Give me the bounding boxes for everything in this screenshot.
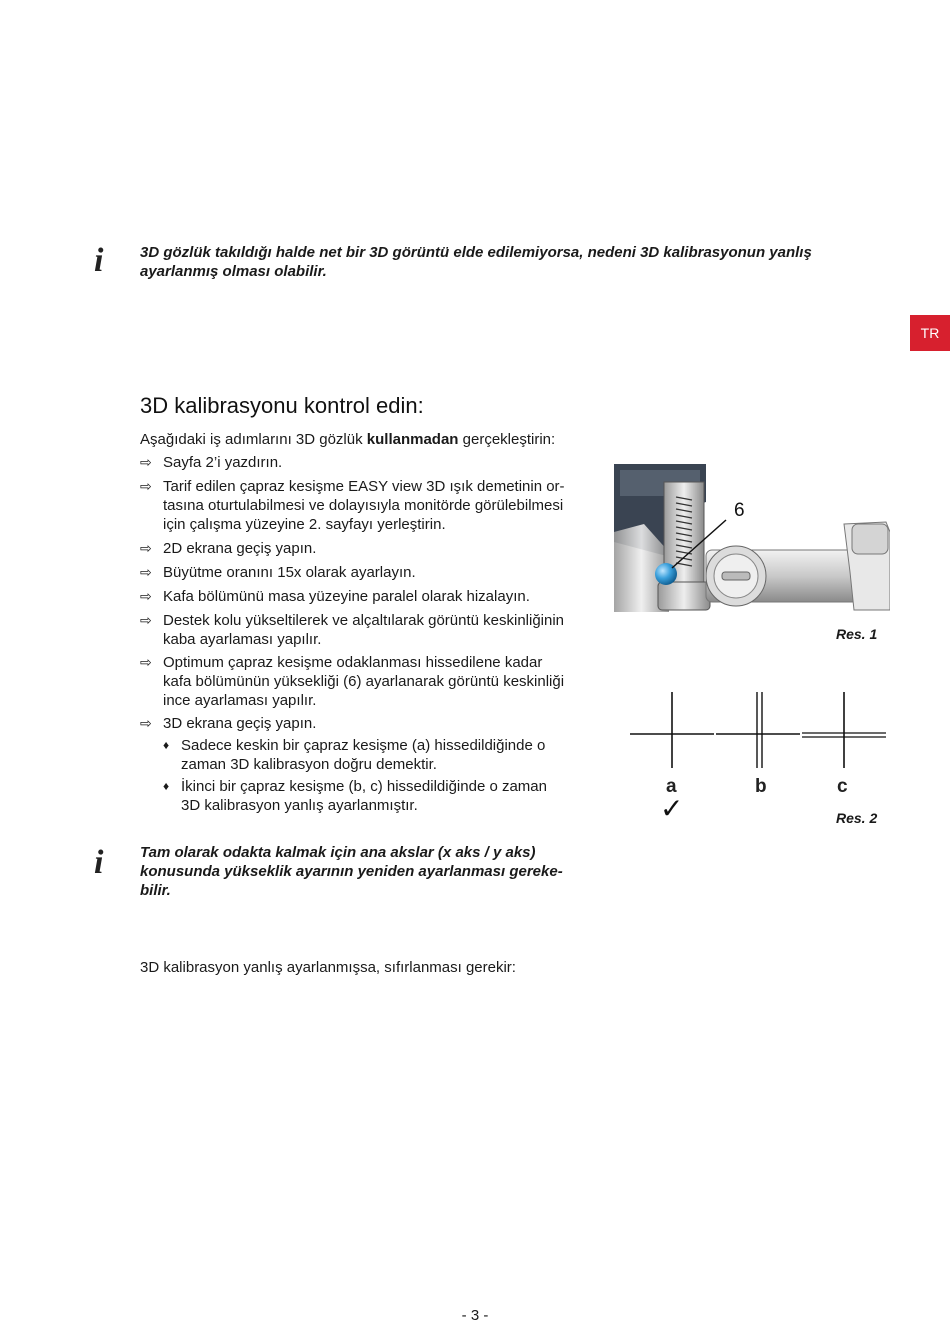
section-title: 3D kalibrasyonu kontrol edin: <box>140 393 424 418</box>
arrow-icon: ⇨ <box>140 654 152 670</box>
crosshair-a <box>630 692 714 768</box>
arrow-icon: ⇨ <box>140 588 152 604</box>
arrow-icon: ⇨ <box>140 540 152 556</box>
intro-emphasis: kullanmadan <box>366 431 459 448</box>
note-bottom <box>140 843 600 900</box>
step-item: ⇨ 3D ekrana geçiş yapın. <box>140 715 317 732</box>
checkmark-icon: ✓ <box>660 793 684 824</box>
label-a: a <box>666 776 677 797</box>
arrow-icon: ⇨ <box>140 478 152 494</box>
page-number: - 3 - <box>461 1307 489 1324</box>
label-c: c <box>837 776 848 797</box>
bullet-item: ♦ İkinci bir çapraz kesişme (b, c) hissedildiğinde o zaman 3D kalibrasyon yanlış ayarlanmıştır. <box>163 778 547 814</box>
figure2-caption: Res. 2 <box>836 810 878 826</box>
callout-label: 6 <box>734 500 745 521</box>
reset-note: 3D kalibrasyon yanlış ayarlanmışsa, sıfırlanması gerekir: <box>140 959 516 976</box>
diamond-icon: ♦ <box>163 779 170 793</box>
label-b: b <box>755 776 767 797</box>
note-bottom-line-2: konusunda yükseklik ayarının yeniden ayarlanması gereke- <box>140 863 563 880</box>
arrow-icon: ⇨ <box>140 715 152 731</box>
bullet-item: ♦ Sadece keskin bir çapraz kesişme (a) hissedildiğinde o zaman 3D kalibrasyon doğru demektir. <box>163 737 546 773</box>
note-bottom-line-1: Tam olarak odakta kalmak için ana akslar (x aks / y aks) <box>140 844 536 861</box>
arrow-icon: ⇨ <box>140 612 152 628</box>
step-item: ⇨ Sayfa 2’i yazdırın. <box>140 454 283 471</box>
figure1-caption: Res. 1 <box>836 626 878 642</box>
arrow-icon: ⇨ <box>140 564 152 580</box>
arrow-icon: ⇨ <box>140 454 152 470</box>
info-icon: i <box>94 242 104 279</box>
info-icon: i <box>94 844 104 881</box>
step-item: ⇨ Optimum çapraz kesişme odaklanması hissedilene kadar kafa bölümünün yüksekliği (6) ayarlanarak görüntü keskinliği ince ayarlaması yapılır. <box>140 654 565 709</box>
crosshair-diagram <box>630 690 890 770</box>
step-item: ⇨ Destek kolu yükseltilerek ve alçaltılarak görüntü keskinliğinin kaba ayarlaması yapılır. <box>140 612 565 648</box>
crosshair-c <box>802 692 886 768</box>
step-item: ⇨ Kafa bölümünü masa yüzeyine paralel olarak hizalayın. <box>140 588 530 605</box>
note-top <box>140 243 880 281</box>
diamond-icon: ♦ <box>163 738 170 752</box>
note-top-line-2: ayarlanmış olması olabilir. <box>140 263 327 280</box>
device-illustration <box>614 462 890 612</box>
note-top-line-1: 3D gözlük takıldığı halde net bir 3D görüntü elde edilemiyorsa, nedeni 3D kalibrasyonun yanlış <box>140 244 812 261</box>
step-item: ⇨ Tarif edilen çapraz kesişme EASY view 3D ışık demetinin or- tasına oturtulabilmesi ve dolayısıyla monitörde görülebilmesi için çalışma yüzeyine 2. sayfayı yerleştirin. <box>140 478 565 533</box>
step-item: ⇨ 2D ekrana geçiş yapın. <box>140 540 317 557</box>
step-item: ⇨ Büyütme oranını 15x olarak ayarlayın. <box>140 564 416 581</box>
intro-text: Aşağıdaki iş adımlarını 3D gözlük kullanmadan gerçekleştirin: <box>140 431 556 448</box>
note-bottom-line-3: bilir. <box>140 882 171 899</box>
language-tab: TR <box>910 315 950 351</box>
crosshair-b <box>716 692 800 768</box>
